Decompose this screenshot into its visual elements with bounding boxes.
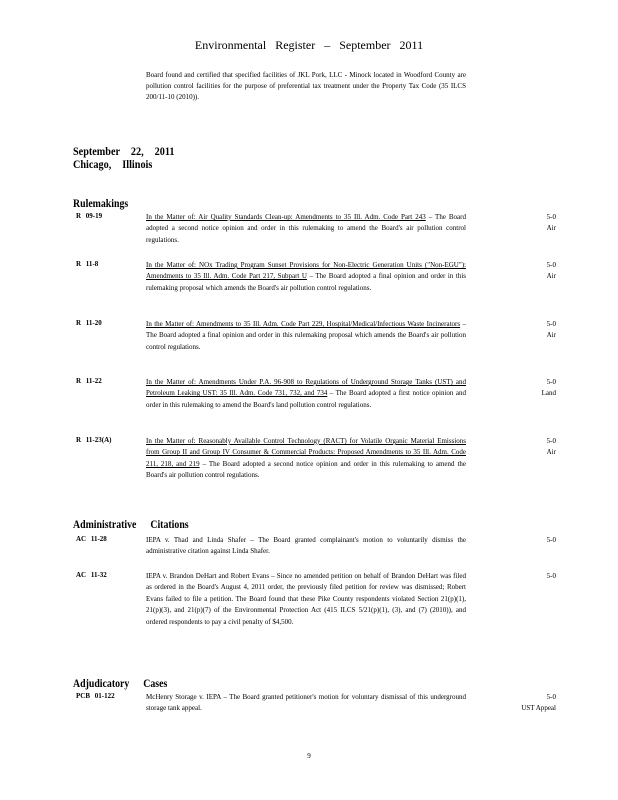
section-rulemakings: Rulemakings <box>73 196 129 210</box>
entry-title: In the Matter of: Amendments to 35 Ill. Adm. Code Part 229, Hospital/Medical/Infectious Waste Incinerators <box>146 320 461 328</box>
entry-body: – The Board adopted a final opinion and order in this rulemaking proposal which amends the Board's air pollution control regulations. <box>146 272 466 292</box>
vote: 5-0 <box>546 378 556 386</box>
entry-text <box>146 212 466 246</box>
page-header: Environmental Register – September 2011 <box>194 38 424 52</box>
vote-column <box>496 260 556 283</box>
vote: 5-0 <box>546 213 556 221</box>
docket-number: R 11-22 <box>76 377 102 385</box>
docket-number: R 11-23(A) <box>76 436 112 444</box>
vote-column <box>496 692 556 715</box>
vote-column <box>496 377 556 400</box>
docket-number: AC 11-28 <box>76 535 107 543</box>
vote-column <box>496 535 556 546</box>
entry-text <box>146 377 466 411</box>
category: Air <box>546 331 556 340</box>
category: UST Appeal <box>521 704 556 713</box>
entry-text <box>146 260 466 294</box>
entry-title: In the Matter of: Reasonably Available Control Technology (RACT) for Volatile Organic Material Emissions from Group II and Group IV Consumer & Commercial Products: Proposed Amendments to 35 Ill. Adm. Code 211, 218, and 219 <box>146 437 466 468</box>
entry-text <box>146 436 466 482</box>
category: Air <box>546 448 556 457</box>
vote: 5-0 <box>546 536 556 544</box>
entry-title: In the Matter of: NOx Trading Program Sunset Provisions for Non-Electric Generation Units ("Non-EGU"): Amendments to 35 Ill. Adm. Code Part 217, Subpart U <box>146 261 466 281</box>
vote: 5-0 <box>546 437 556 445</box>
docket-number: R 11-8 <box>76 260 99 268</box>
intro-paragraph: Board found and certified that specified facilities of JKL Pork, LLC - Minock located in Woodford County are pollution control facilities for the purpose of preferential tax treatment under the Property Tax Code (35 ILCS 200/11-10 (2010)). <box>146 71 466 101</box>
vote-column <box>496 212 556 235</box>
meeting-date: September 22, 2011 <box>73 144 175 158</box>
vote: 5-0 <box>546 320 556 328</box>
vote: 5-0 <box>546 261 556 269</box>
entry-body: – The Board adopted a final opinion and order in this rulemaking proposal which amends the Board's air pollution control regulations. <box>146 320 467 351</box>
category: Air <box>546 224 556 233</box>
vote-column <box>496 319 556 342</box>
vote-column <box>496 436 556 459</box>
meeting-heading <box>73 145 175 171</box>
entry-body: IEPA v. Thad and Linda Shafer – The Board granted complainant's motion to voluntarily dismiss the administrative citation against Linda Shafer. <box>146 536 466 556</box>
entry-body: IEPA v. Brandon DeHart and Robert Evans – Since no amended petition on behalf of Brandon DeHart was filed as ordered in the Board's August 4, 2011 order, the previously filed petition for review was dismissed; Robert Evans failed to file a petition. The Board found that these Pike County respondents violated Section 21(p)(1), 21(p)(3), and 21(p)(7) of the Environmental Protection Act (415 ILCS 5/21(p)(1), (3), and (7) (2010)), and ordered respondents to pay a civil penalty of $4,500. <box>146 572 466 626</box>
entry-body: McHenry Storage v. IEPA – The Board granted petitioner's motion for voluntary dismissal of this underground storage tank appeal. <box>146 693 466 713</box>
docket-number: R 11-20 <box>76 319 102 327</box>
entry-body: – The Board adopted a second notice opinion and order in this rulemaking to amend the Board's air pollution control regulations. <box>146 459 466 480</box>
section-adjudicatory-cases: Adjudicatory Cases <box>73 676 168 690</box>
entry-body: – The Board adopted a second notice opinion and order in this rulemaking to amend the Board's air pollution control regulations. <box>146 213 466 244</box>
entry-title: In the Matter of: Air Quality Standards Clean-up: Amendments to 35 Ill. Adm. Code Part 243 <box>146 213 426 221</box>
entry-title: In the Matter of: Amendments Under P.A. 96-908 to Regulations of Underground Storage Tanks (UST) and Petroleum Leaking UST: 35 Ill. Adm. Code 731, 732, and 734 <box>146 378 466 398</box>
section-administrative-citations: Administrative Citations <box>73 517 189 531</box>
entry-body: – The Board adopted a first notice opinion and order in this rulemaking to amend the Board's land pollution control regulations. <box>146 389 466 409</box>
page-number: 9 <box>307 752 311 760</box>
vote: 5-0 <box>546 572 556 580</box>
category: Land <box>541 389 556 398</box>
vote: 5-0 <box>546 693 556 701</box>
docket-number: AC 11-32 <box>76 571 107 579</box>
category: Air <box>546 272 556 281</box>
meeting-location: Chicago, Illinois <box>73 157 153 171</box>
vote-column <box>496 571 556 582</box>
entry-text <box>146 319 466 353</box>
docket-number: R 09-19 <box>76 212 103 220</box>
docket-number: PCB 01-122 <box>76 692 115 700</box>
